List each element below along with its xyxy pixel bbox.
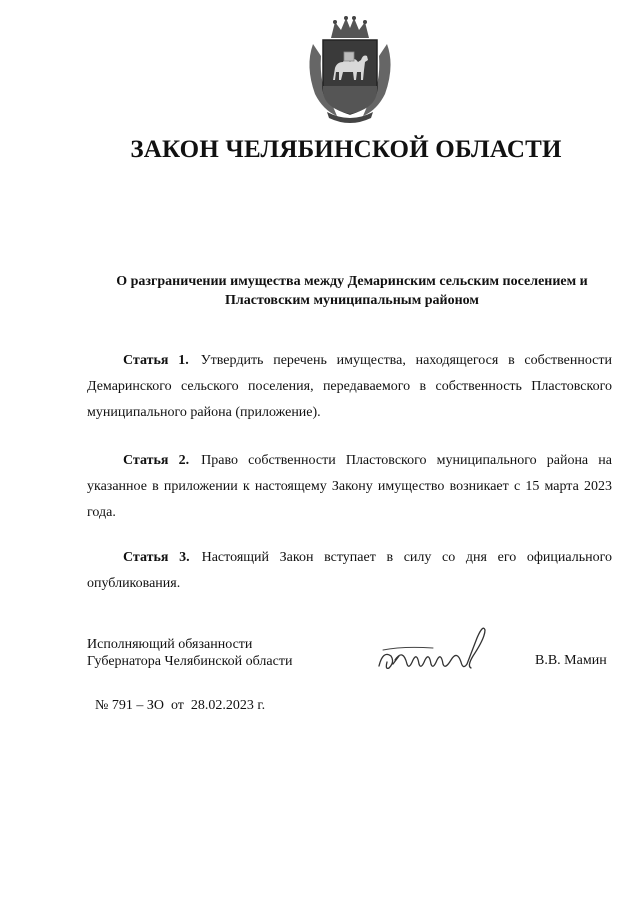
law-title: ЗАКОН ЧЕЛЯБИНСКОЙ ОБЛАСТИ: [130, 136, 562, 163]
law-number-from: от: [170, 698, 184, 713]
article-label: Статья 1.: [123, 353, 189, 368]
law-date: 28.02.2023 г.: [190, 698, 266, 713]
law-subtitle-line: Пластовским муниципальным районом: [225, 293, 479, 308]
article-3: [87, 545, 612, 597]
signatory-position-line: Губернатора Челябинской области: [87, 654, 293, 669]
article-text: Утвердить перечень имущества, находящегося в собственности Демаринского сельского поселения, передаваемого в собственность Пластовского муниципального района (приложение).: [87, 353, 612, 420]
chelyabinsk-coat-of-arms-icon: [301, 16, 399, 124]
signatory-position-line: Исполняющий обязанности: [87, 637, 253, 652]
article-text: Настоящий Закон вступает в силу со дня его официального опубликования.: [87, 550, 612, 591]
law-subtitle: [92, 272, 612, 310]
law-subtitle-line: О разграничении имущества между Демаринским сельским поселением и: [116, 274, 588, 289]
article-2: [87, 448, 612, 526]
article-1: [87, 348, 612, 426]
handwritten-signature-icon: [373, 620, 493, 680]
law-number-line: [95, 698, 265, 714]
article-label: Статья 2.: [123, 453, 190, 468]
article-text: Право собственности Пластовского муниципального района на указанное в приложении к настоящему Закону имущество возникает с 15 марта 2023 года.: [87, 453, 613, 520]
article-label: Статья 3.: [123, 550, 190, 565]
signatory-position: [87, 636, 292, 670]
signatory-name: В.В. Мамин: [535, 653, 607, 668]
law-number: № 791 – ЗО: [95, 698, 164, 713]
